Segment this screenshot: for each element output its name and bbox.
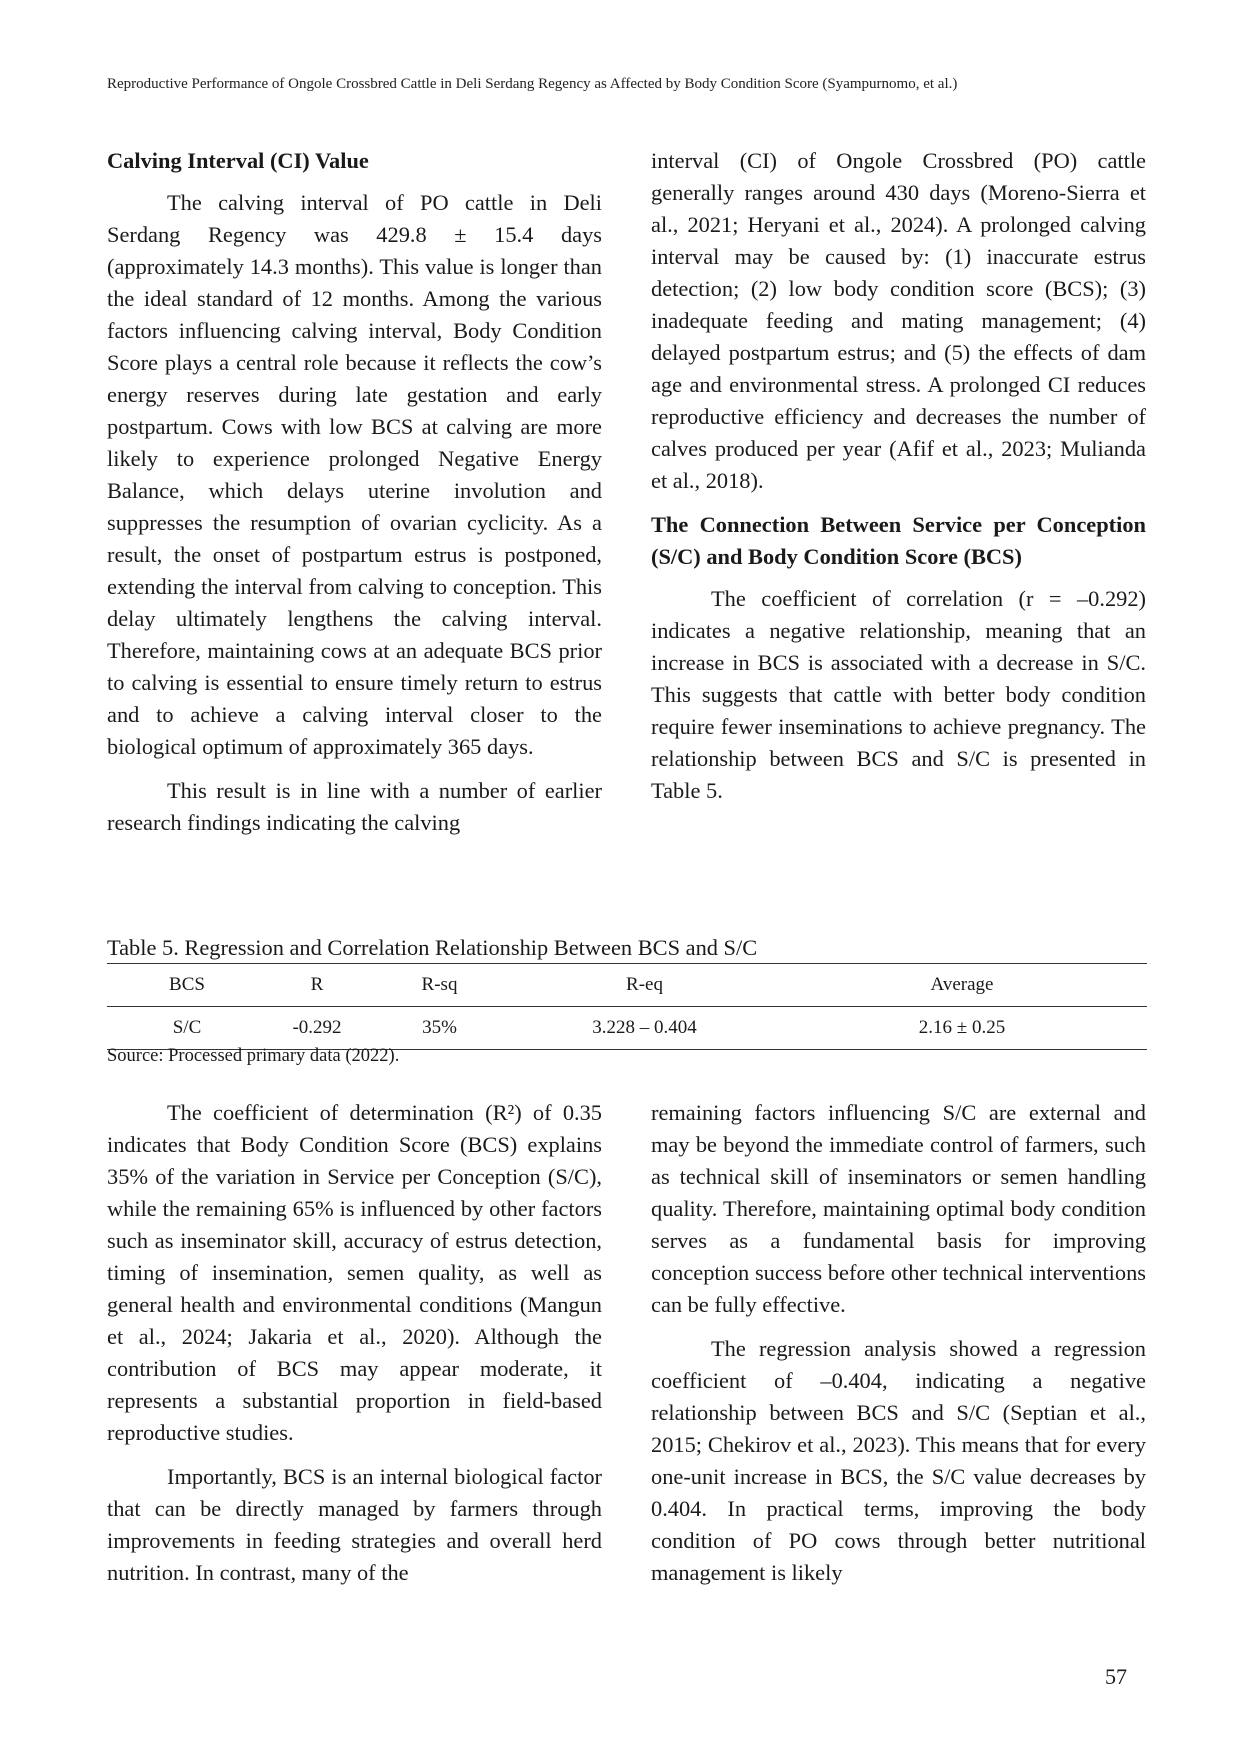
table-header-cell: BCS <box>169 974 205 995</box>
paragraph-calving-interval: The calving interval of PO cattle in Deli Serdang Regency was 429.8 ± 15.4 days (approximately 14.3 months). This value is longer than the ideal standard of 12 months. Among the various factors influencing calving interval, Body Condition Score plays a central role because it reflects the cow’s energy reserves during late gestation and early postpartum. Cows with low BCS at calving are more likely to experience prolonged Negative Energy Balance, which delays uterine involution and suppresses the resumption of ovarian cyclicity. As a result, the onset of postpartum estrus is postponed, extending the interval from calving to conception. This delay ultimately lengthens the calving interval. Therefore, maintaining cows at an adequate BCS prior to calving is essential to ensure timely return to estrus and to achieve a calving interval closer to the biological optimum of approximately 365 days. <box>107 190 602 759</box>
right-column-lower <box>651 1097 1146 1589</box>
table-header-cell: R-sq <box>421 974 458 995</box>
table-cell: S/C <box>172 1017 202 1038</box>
paragraph-coefficient-determination: The coefficient of determination (R²) of 0.35 indicates that Body Condition Score (BCS) explains 35% of the variation in Service per Conception (S/C), while the remaining 65% is influenced by other factors such as inseminator skill, accuracy of estrus detection, timing of insemination, semen quality, as well as general health and environmental conditions (Mangun et al., 2024; Jakaria et al., 2020). Although the contribution of BCS may appear moderate, it represents a substantial proportion in field-based reproductive studies. <box>107 1100 602 1445</box>
table-header-cell: R-eq <box>626 974 663 995</box>
left-column-lower <box>107 1097 602 1589</box>
paragraph-research-findings-continued: interval (CI) of Ongole Crossbred (PO) cattle generally ranges around 430 days (Moreno-Sierra et al., 2021; Heryani et al., 2024). A prolonged calving interval may be caused by: (1) inaccurate estrus detection; (2) low body condition score (BCS); (3) inadequate feeding and mating management; (4) delayed postpartum estrus; and (5) the effects of dam age and environmental stress. A prolonged CI reduces reproductive efficiency and decreases the number of calves produced per year (Afif et al., 2023; Mulianda et al., 2018). <box>651 148 1146 493</box>
paragraph-research-findings-start: This result is in line with a number of earlier research findings indicating the calving <box>107 778 602 835</box>
table-cell: 3.228 – 0.404 <box>592 1017 697 1038</box>
table-cell: -0.292 <box>292 1017 342 1038</box>
table-header-row <box>107 964 1147 1007</box>
table-header-cell: Average <box>930 974 994 995</box>
table-5 <box>107 963 1147 1050</box>
paragraph-correlation: The coefficient of correlation (r = –0.292) indicates a negative relationship, meaning that an increase in BCS is associated with a decrease in S/C. This suggests that cattle with better body condition require fewer inseminations to achieve pregnancy. The relationship between BCS and S/C is presented in Table 5. <box>651 586 1146 803</box>
table-cell: 2.16 ± 0.25 <box>918 1017 1006 1038</box>
paragraph-regression-analysis: The regression analysis showed a regression coefficient of –0.404, indicating a negative relationship between BCS and S/C (Septian et al., 2015; Chekirov et al., 2023). This means that for every one-unit increase in BCS, the S/C value decreases by 0.404. In practical terms, improving the body condition of PO cows through better nutritional management is likely <box>651 1336 1146 1585</box>
right-column-upper <box>651 145 1146 807</box>
paragraph-internal-factor-continued: remaining factors influencing S/C are external and may be beyond the immediate control of farmers, such as technical skill of inseminators or semen handling quality. Therefore, maintaining optimal body condition serves as a fundamental basis for improving conception success before other technical interventions can be fully effective. <box>651 1100 1146 1317</box>
table-source-note: Source: Processed primary data (2022). <box>107 1046 400 1066</box>
left-column-upper <box>107 145 602 839</box>
section-heading-calving-interval: Calving Interval (CI) Value <box>107 148 369 173</box>
table-cell: 35% <box>422 1017 457 1038</box>
table-header-cell: R <box>310 974 324 995</box>
running-header: Reproductive Performance of Ongole Crossbred Cattle in Deli Serdang Regency as Affected by Body Condition Score (Syampurnomo, et al.) <box>107 76 958 92</box>
page-number: 57 <box>1105 1664 1127 1689</box>
table-caption: Table 5. Regression and Correlation Relationship Between BCS and S/C <box>107 935 758 960</box>
section-heading-sc-bcs: The Connection Between Service per Conception (S/C) and Body Condition Score (BCS) <box>651 512 1146 569</box>
paragraph-internal-factor-start: Importantly, BCS is an internal biological factor that can be directly managed by farmers through improvements in feeding strategies and overall herd nutrition. In contrast, many of the <box>107 1464 602 1585</box>
